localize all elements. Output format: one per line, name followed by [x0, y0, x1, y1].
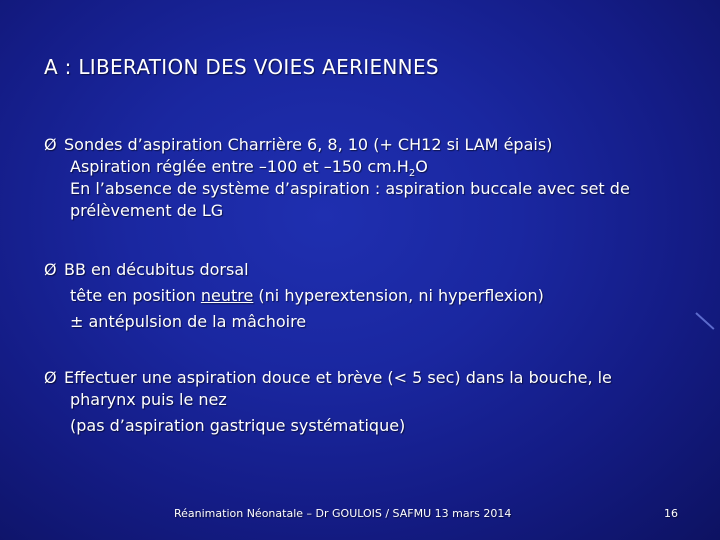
head-position-line [44, 285, 684, 307]
head-position-detail: (ni hyperextension, ni hyperflexion) [253, 286, 544, 305]
jaw-line: ± antépulsion de la mâchoire [70, 312, 307, 331]
slide-title: A : LIBERATION DES VOIES AERIENNES [44, 55, 439, 79]
section-suction-procedure [44, 367, 684, 437]
no-suction-system-line: En l’absence de système d’aspiration : aspiration buccale avec set de [70, 179, 630, 198]
bullet-line [44, 134, 684, 156]
arrow-bullet-icon: Ø [44, 368, 57, 387]
head-position-text: tête en position [70, 286, 201, 305]
arrow-bullet-icon: Ø [44, 135, 57, 154]
decorative-line [695, 312, 714, 330]
underlined-neutral: neutre [200, 286, 254, 305]
suction-catheter-text: Sondes d’aspiration Charrière 6, 8, 10 (+ CH12 si LAM épais) [64, 135, 553, 154]
suction-pressure-line [44, 156, 684, 178]
no-gastric-line: (pas d’aspiration gastrique systématique) [70, 416, 406, 435]
procedure-line-cont: pharynx puis le nez [70, 390, 227, 409]
section-positioning [44, 259, 684, 333]
page-number: 16 [664, 507, 678, 520]
no-suction-system-line-cont: prélèvement de LG [70, 201, 224, 220]
suction-pressure-text: Aspiration réglée entre –100 et –150 cm.H [70, 157, 409, 176]
procedure-text: Effectuer une aspiration douce et brève (< 5 sec) dans la bouche, le [64, 368, 612, 387]
positioning-text: BB en décubitus dorsal [64, 260, 249, 279]
subscript: 2 [408, 168, 416, 180]
section-suction-catheters [44, 134, 684, 222]
bullet-line [44, 367, 684, 389]
slide-footer: Réanimation Néonatale – Dr GOULOIS / SAFMU 13 mars 2014 [174, 507, 512, 520]
bullet-line [44, 259, 684, 281]
suction-pressure-unit: O [415, 157, 428, 176]
arrow-bullet-icon: Ø [44, 260, 57, 279]
